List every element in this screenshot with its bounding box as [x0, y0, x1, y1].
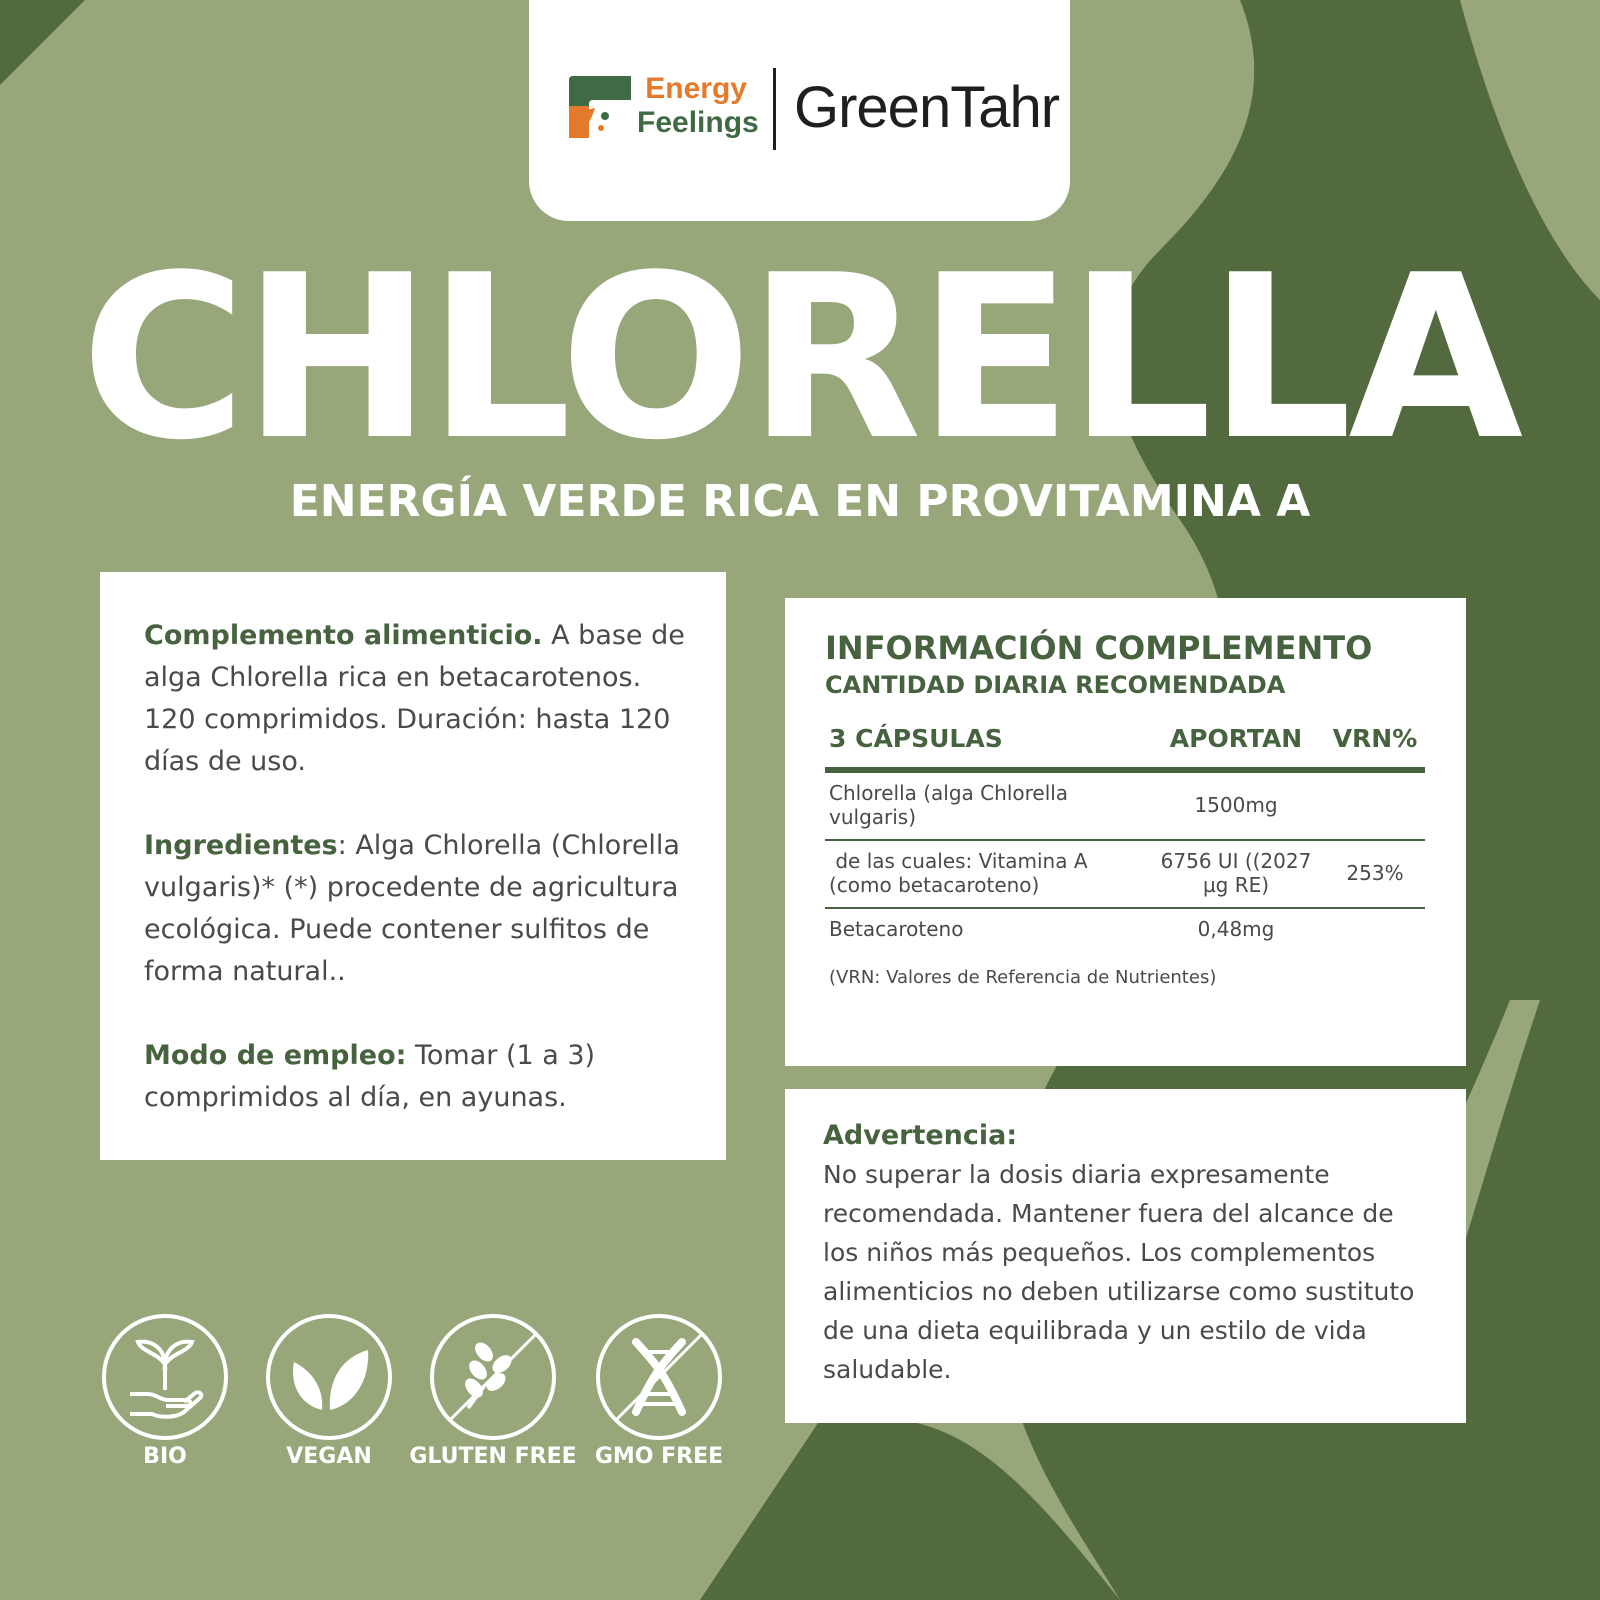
complemento-text: A base de alga Chlorella rica en betacarotenos. 120 comprimidos. Duración: hasta 120 días de uso.: [144, 620, 685, 777]
dna-crossed-icon: [594, 1312, 724, 1442]
warning-title: Advertencia:: [823, 1120, 1018, 1151]
complemento-paragraph: [144, 615, 686, 783]
wheat-crossed-icon: [428, 1312, 558, 1442]
greentahr-wordmark: GreenTahr: [794, 75, 1060, 140]
complemento-label: Complemento alimenticio.: [144, 620, 543, 651]
badge-bio: [100, 1312, 230, 1492]
vrn-note: (VRN: Valores de Referencia de Nutrientes): [829, 967, 1217, 988]
row-vrn: 253%: [1321, 840, 1425, 908]
table-row: [825, 908, 1425, 951]
row-name: Chlorella (alga Chlorella vulgaris): [825, 770, 1147, 840]
info-subtitle: CANTIDAD DIARIA RECOMENDADA: [825, 671, 1286, 699]
plant-in-hand-icon: [100, 1312, 230, 1442]
table-row: [825, 770, 1425, 840]
badge-label: GLUTEN FREE: [409, 1444, 577, 1469]
energy-feelings-logo-icon: [569, 76, 631, 138]
modo-empleo-label: Modo de empleo:: [144, 1040, 407, 1071]
nutrition-info-card: [785, 598, 1466, 1066]
row-amount: 6756 UI ((2027 µg RE): [1147, 840, 1321, 908]
badge-gluten-free: [409, 1312, 577, 1492]
badge-vegan: [264, 1312, 394, 1492]
badge-label: VEGAN: [286, 1444, 372, 1469]
energy-feelings-wordmark: [637, 72, 759, 140]
info-title: INFORMACIÓN COMPLEMENTO: [825, 629, 1373, 667]
column-header-vrn: VRN%: [1321, 724, 1425, 770]
row-amount: 1500mg: [1147, 770, 1321, 840]
leaves-icon: [264, 1312, 394, 1442]
nutrition-table: [825, 724, 1425, 951]
row-name: de las cuales: Vitamina A (como betacaroteno): [825, 840, 1147, 908]
product-title: CHLORELLA: [80, 227, 1520, 490]
logo-card: [529, 0, 1070, 221]
logo-divider: [773, 68, 776, 150]
modo-empleo-paragraph: [144, 1035, 686, 1119]
product-subtitle: ENERGÍA VERDE RICA EN PROVITAMINA A: [289, 476, 1311, 527]
ingredientes-text: : Alga Chlorella (Chlorella vulgaris)* (*) procedente de agricultura ecológica. Puede contener sulfitos de forma natural..: [144, 830, 680, 987]
row-vrn: [1321, 908, 1425, 951]
column-header-aportan: APORTAN: [1147, 724, 1321, 770]
energy-text: Energy: [645, 72, 747, 105]
row-amount: 0,48mg: [1197, 917, 1275, 941]
ingredientes-label: Ingredientes: [144, 830, 338, 861]
warning-text: No superar la dosis diaria expresamente recomendada. Mantener fuera del alcance de los niños más pequeños. Los complementos alimenticios no deben utilizarse como sustituto de una dieta equilibrada y un estilo de vida saludable.: [823, 1160, 1415, 1384]
warning-card: [785, 1089, 1466, 1423]
column-header-capsulas: 3 CÁPSULAS: [825, 724, 1147, 770]
badge-label: BIO: [143, 1444, 187, 1469]
modo-empleo-text: Tomar (1 a 3) comprimidos al día, en ayunas.: [144, 1040, 596, 1113]
description-card: [100, 572, 726, 1160]
row-name: Betacaroteno: [829, 917, 964, 941]
row-vrn: [1321, 770, 1425, 840]
badge-label: GMO FREE: [594, 1444, 724, 1469]
table-row: [825, 840, 1425, 908]
table-header-row: [825, 724, 1425, 770]
feelings-text: Feelings: [637, 106, 759, 139]
badge-gmo-free: [594, 1312, 724, 1492]
ingredientes-paragraph: [144, 825, 686, 993]
